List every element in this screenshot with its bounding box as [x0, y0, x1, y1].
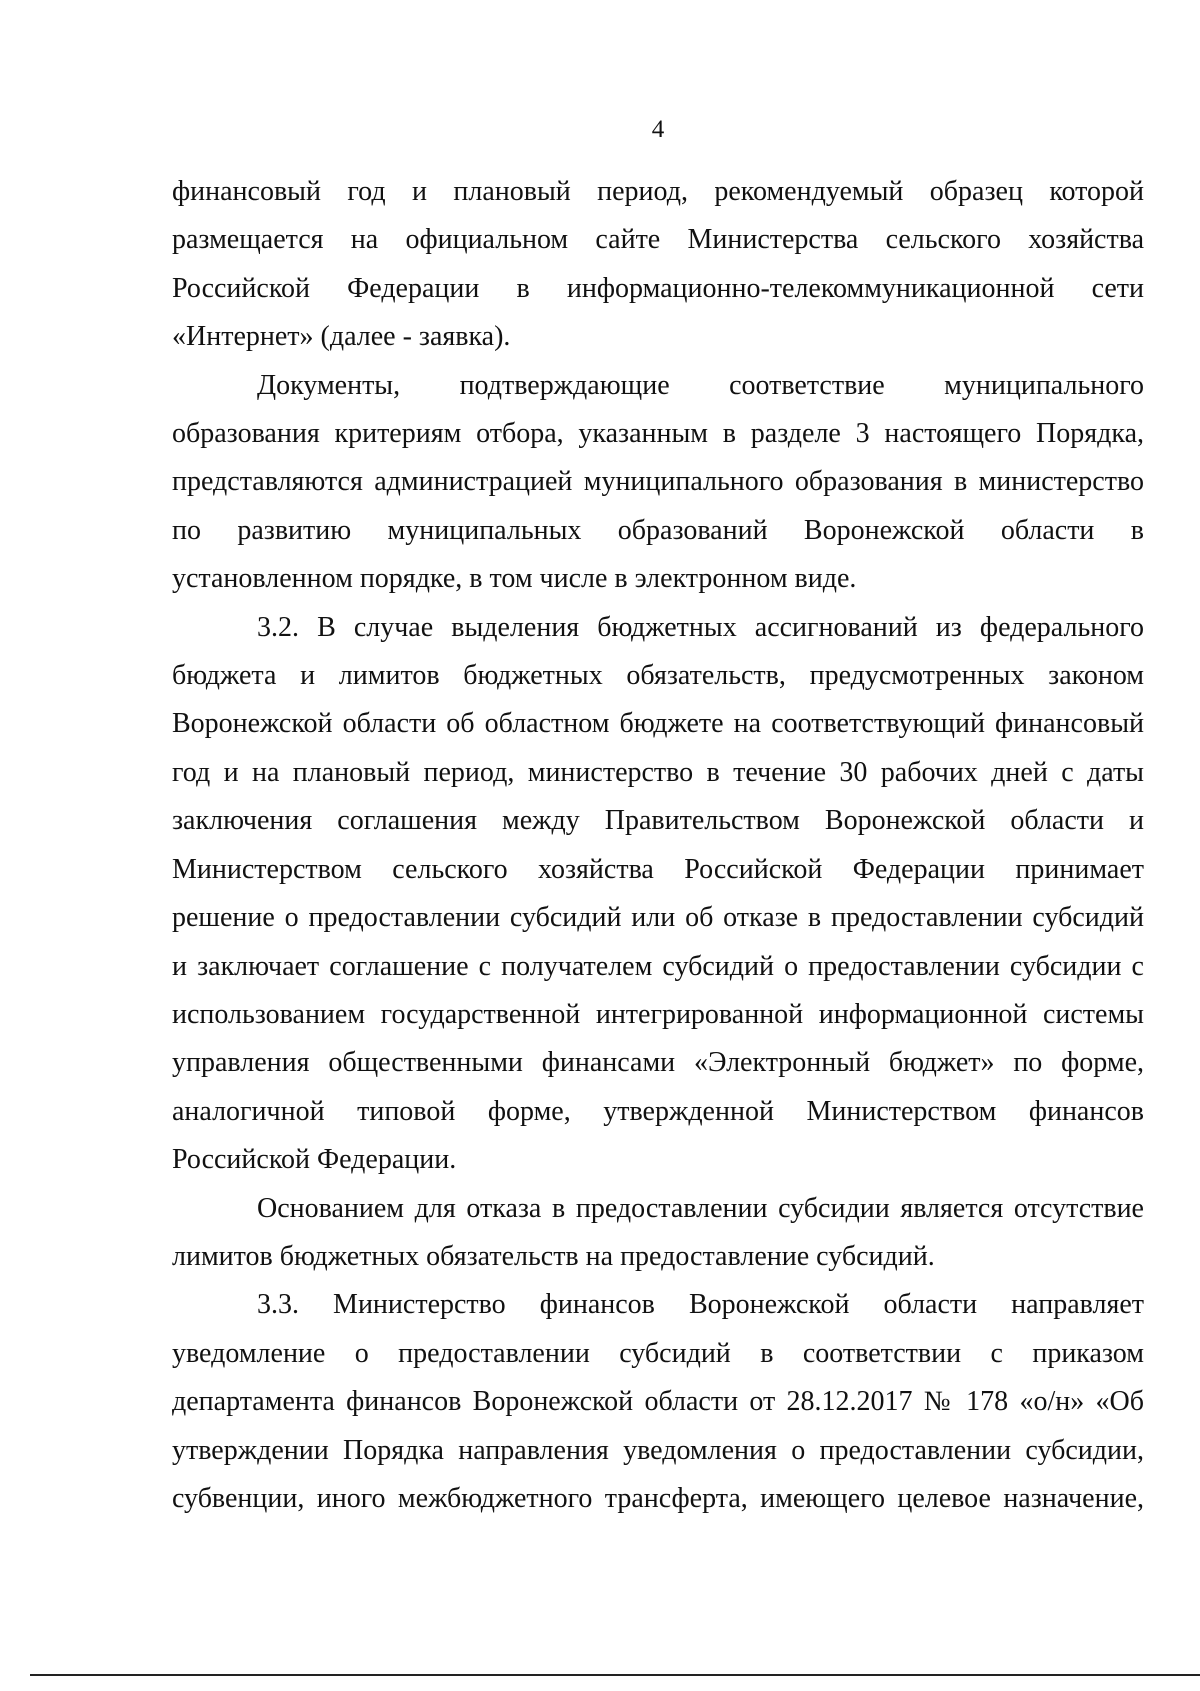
text-line: представляются администрацией муниципального образования в министерство [172, 466, 1144, 498]
text-line: Российской Федерации в информационно-телекоммуникационной сети [172, 272, 1144, 304]
text-line: использованием государственной интегрированной информационной системы [172, 998, 1144, 1030]
paragraph-application-continued [172, 168, 1144, 362]
text-line: аналогичной типовой форме, утвержденной Министерством финансов [172, 1095, 1144, 1127]
text-line: Воронежской области об областном бюджете на соответствующий финансовый [172, 708, 1144, 740]
text-line: Российской Федерации. [172, 1144, 457, 1176]
text-line: департамента финансов Воронежской области от 28.12.2017 № 178 «о/н» «Об [172, 1386, 1144, 1418]
text-line: лимитов бюджетных обязательств на предоставление субсидий. [172, 1240, 935, 1272]
text-line: Основанием для отказа в предоставлении субсидии является отсутствие [257, 1192, 1144, 1224]
paragraph-3-2 [172, 604, 1144, 1185]
text-line: и заключает соглашение с получателем субсидий о предоставлении субсидии с [172, 950, 1144, 982]
text-line: Документы, подтверждающие соответствие муниципального [257, 369, 1144, 401]
text-line: заключения соглашения между Правительством Воронежской области и [172, 805, 1144, 837]
text-line: размещается на официальном сайте Министерства сельского хозяйства [172, 224, 1144, 256]
paragraph-documents [172, 362, 1144, 604]
text-line: год и на плановый период, министерство в течение 30 рабочих дней с даты [172, 756, 1144, 788]
text-line: образования критериям отбора, указанным в разделе 3 настоящего Порядка, [172, 418, 1144, 450]
text-line: финансовый год и плановый период, рекомендуемый образец которой [172, 176, 1144, 207]
paragraph-3-3 [172, 1281, 1144, 1523]
text-line: решение о предоставлении субсидий или об отказе в предоставлении субсидий [172, 902, 1144, 934]
text-line: бюджета и лимитов бюджетных обязательств, предусмотренных законом [172, 660, 1144, 692]
text-line: управления общественными финансами «Электронный бюджет» по форме, [172, 1047, 1144, 1079]
text-line: по развитию муниципальных образований Воронежской области в [172, 514, 1144, 546]
text-line: Министерством сельского хозяйства Российской Федерации принимает [172, 853, 1144, 885]
text-line: 3.3. Министерство финансов Воронежской области направляет [257, 1289, 1144, 1321]
page-number: 4 [651, 116, 665, 143]
paragraph-refusal-basis [172, 1185, 1144, 1282]
text-line: уведомление о предоставлении субсидий в соответствии с приказом [172, 1337, 1144, 1369]
text-line: 3.2. В случае выделения бюджетных ассигнований из федерального [257, 611, 1144, 643]
footer-rule [30, 1674, 1200, 1676]
text-line: «Интернет» (далее - заявка). [172, 321, 511, 353]
text-line: субвенции, иного межбюджетного трансферта, имеющего целевое назначение, [172, 1482, 1144, 1514]
text-line: установленном порядке, в том числе в электронном виде. [172, 563, 857, 595]
text-line: утверждении Порядка направления уведомления о предоставлении субсидии, [172, 1434, 1144, 1466]
document-body [172, 168, 1144, 1523]
